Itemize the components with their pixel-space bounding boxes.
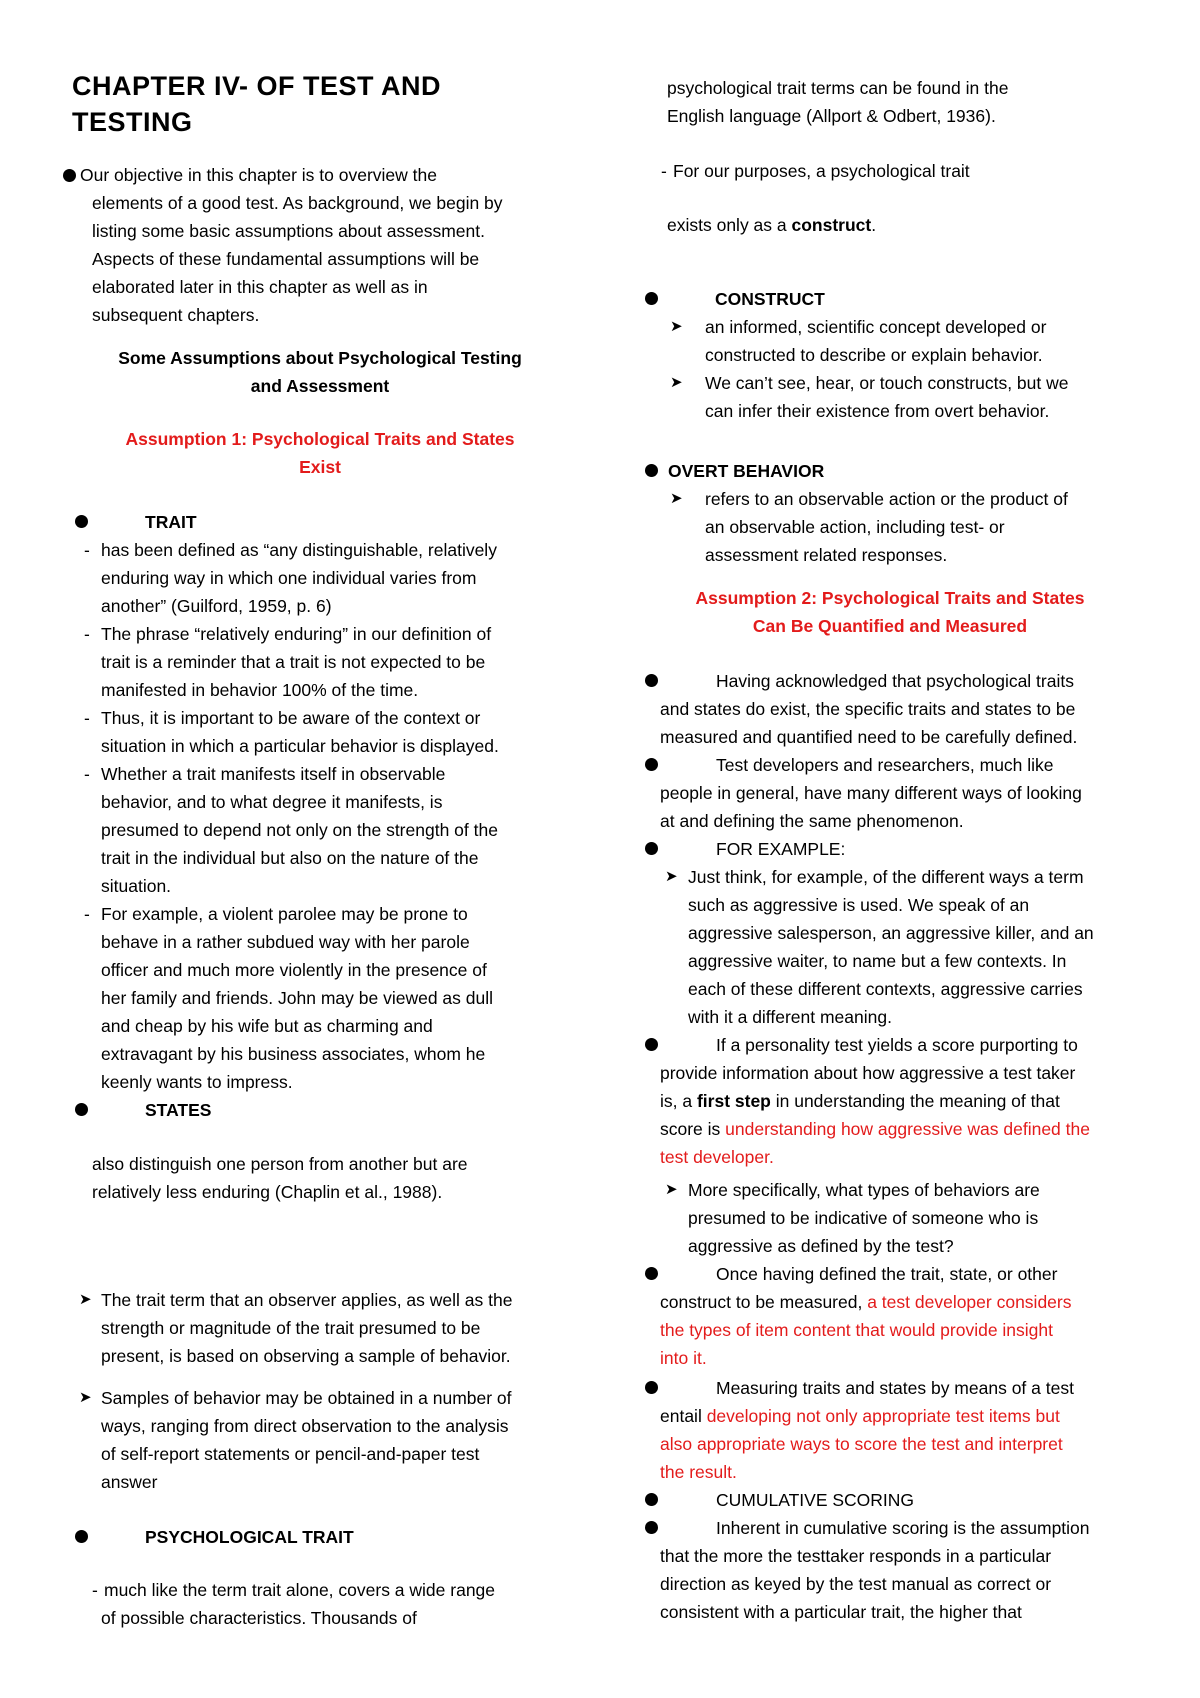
- bullet-icon: [63, 169, 76, 182]
- trait-line: officer and much more violently in the presence of: [101, 960, 487, 980]
- arrow-bullet-icon: ➤: [79, 1389, 92, 1406]
- cumulative-label: CUMULATIVE SCORING: [716, 1490, 915, 1510]
- paragraph-line: at and defining the same phenomenon.: [660, 811, 964, 831]
- overt-line: refers to an observable action or the product of: [705, 489, 1068, 509]
- construct-line: can infer their existence from overt behavior.: [705, 401, 1050, 421]
- bullet-icon: [75, 515, 88, 528]
- objective-line: subsequent chapters.: [92, 305, 260, 325]
- bullet-icon: [645, 1038, 658, 1051]
- arrow-bullet-icon: ➤: [79, 1291, 92, 1308]
- overt-behavior-label: OVERT BEHAVIOR: [668, 461, 825, 481]
- bullet-icon: [75, 1530, 88, 1543]
- trait-line: trait in the individual but also on the nature of the: [101, 848, 479, 868]
- bullet-icon: [645, 1521, 658, 1534]
- trait-line: and cheap by his wife but as charming and: [101, 1016, 433, 1036]
- paragraph-line: people in general, have many different ways of looking: [660, 783, 1082, 803]
- arrow-bullet-icon: ➤: [665, 868, 678, 885]
- construct-line: an informed, scientific concept developed or: [705, 317, 1047, 337]
- arrow-bullet-icon: ➤: [670, 374, 683, 391]
- trait-line: enduring way in which one individual varies from: [101, 568, 477, 588]
- example-line: Just think, for example, of the different ways a term: [688, 867, 1084, 887]
- trait-line: behavior, and to what degree it manifests, is: [101, 792, 443, 812]
- paragraph-line: that the more the testtaker responds in a particular: [660, 1546, 1052, 1566]
- trait-line: has been defined as “any distinguishable, relatively: [101, 540, 497, 560]
- example-line: with it a different meaning.: [688, 1007, 892, 1027]
- arrow-bullet-icon: ➤: [670, 318, 683, 335]
- continued-line: English language (Allport & Odbert, 1936).: [667, 106, 996, 126]
- example-line: aggressive salesperson, an aggressive killer, and an: [688, 923, 1094, 943]
- dash-marker: -: [661, 161, 667, 181]
- trait-line: manifested in behavior 100% of the time.: [101, 680, 419, 700]
- paragraph-line: also appropriate ways to score the test and interpret: [660, 1434, 1063, 1454]
- trait-line: behave in a rather subdued way with her parole: [101, 932, 470, 952]
- objective-line: Aspects of these fundamental assumptions will be: [92, 249, 480, 269]
- states-label: STATES: [145, 1100, 212, 1120]
- bullet-icon: [645, 1381, 658, 1394]
- observation-line: strength or magnitude of the trait presumed to be: [101, 1318, 481, 1338]
- trait-line: situation.: [101, 876, 172, 896]
- trait-line: trait is a reminder that a trait is not expected to be: [101, 652, 486, 672]
- objective-line: Our objective in this chapter is to overview the: [80, 165, 437, 185]
- bullet-icon: [645, 758, 658, 771]
- paragraph-line: Once having defined the trait, state, or other: [716, 1264, 1058, 1284]
- psych-line: of possible characteristics. Thousands of: [101, 1608, 417, 1628]
- samples-line: Samples of behavior may be obtained in a number of: [101, 1388, 512, 1408]
- psych-line: much like the term trait alone, covers a wide range: [104, 1580, 496, 1600]
- section-heading: Some Assumptions about Psychological Testing and Assessment: [118, 348, 522, 396]
- example-line: each of these different contexts, aggressive carries: [688, 979, 1083, 999]
- trait-line: The phrase “relatively enduring” in our definition of: [101, 624, 492, 644]
- chapter-title: CHAPTER IV- OF TEST AND TESTING: [72, 71, 442, 137]
- paragraph-line: entail developing not only appropriate test items but: [660, 1406, 1060, 1426]
- arrow-bullet-icon: ➤: [665, 1181, 678, 1198]
- construct-line: constructed to describe or explain behavior.: [705, 345, 1043, 365]
- dash-marker: -: [84, 540, 90, 560]
- trait-line: Whether a trait manifests itself in observable: [101, 764, 446, 784]
- dash-marker: -: [92, 1580, 98, 1600]
- objective-line: elaborated later in this chapter as well as in: [92, 277, 428, 297]
- assumption-2-heading: Assumption 2: Psychological Traits and States Can Be Quantified and Measured: [695, 588, 1085, 636]
- overt-line: assessment related responses.: [705, 545, 948, 565]
- states-line: also distinguish one person from another but are: [92, 1154, 468, 1174]
- paragraph-line: is, a first step in understanding the meaning of that: [660, 1091, 1060, 1111]
- trait-line: her family and friends. John may be viewed as dull: [101, 988, 494, 1008]
- paragraph-line: into it.: [660, 1348, 707, 1368]
- example-line: aggressive waiter, to name but a few contexts. In: [688, 951, 1067, 971]
- bullet-icon: [645, 1493, 658, 1506]
- paragraph-line: Test developers and researchers, much like: [716, 755, 1054, 775]
- specifically-line: More specifically, what types of behaviors are: [688, 1180, 1040, 1200]
- dash-marker: -: [84, 624, 90, 644]
- exists-line: exists only as a construct.: [667, 215, 877, 235]
- samples-line: answer: [101, 1472, 158, 1492]
- construct-line: We can’t see, hear, or touch constructs, but we: [705, 373, 1069, 393]
- trait-line: keenly wants to impress.: [101, 1072, 293, 1092]
- trait-line: For example, a violent parolee may be prone to: [101, 904, 468, 924]
- trait-line: situation in which a particular behavior is displayed.: [101, 736, 499, 756]
- paragraph-line: construct to be measured, a test developer considers: [660, 1292, 1072, 1312]
- paragraph-line: Measuring traits and states by means of a test: [716, 1378, 1074, 1398]
- trait-line: another” (Guilford, 1959, p. 6): [101, 596, 332, 616]
- samples-line: ways, ranging from direct observation to the analysis: [101, 1416, 509, 1436]
- bullet-icon: [645, 464, 658, 477]
- observation-line: present, is based on observing a sample of behavior.: [101, 1346, 511, 1366]
- trait-label: TRAIT: [145, 512, 197, 532]
- trait-line: extravagant by his business associates, whom he: [101, 1044, 486, 1064]
- bullet-icon: [645, 674, 658, 687]
- paragraph-line: If a personality test yields a score purporting to: [716, 1035, 1078, 1055]
- continued-line: psychological trait terms can be found in the: [667, 78, 1009, 98]
- paragraph-line: and states do exist, the specific traits and states to be: [660, 699, 1076, 719]
- arrow-bullet-icon: ➤: [670, 490, 683, 507]
- trait-line: presumed to depend not only on the strength of the: [101, 820, 498, 840]
- bullet-icon: [75, 1103, 88, 1116]
- specifically-line: aggressive as defined by the test?: [688, 1236, 954, 1256]
- observation-line: The trait term that an observer applies, as well as the: [101, 1290, 513, 1310]
- trait-line: Thus, it is important to be aware of the context or: [101, 708, 481, 728]
- dash-marker: -: [84, 708, 90, 728]
- paragraph-line: provide information about how aggressive a test taker: [660, 1063, 1076, 1083]
- paragraph-line: direction as keyed by the test manual as correct or: [660, 1574, 1052, 1594]
- states-line: relatively less enduring (Chaplin et al., 1988).: [92, 1182, 443, 1202]
- construct-label: CONSTRUCT: [715, 289, 825, 309]
- paragraph-line: measured and quantified need to be carefully defined.: [660, 727, 1078, 747]
- bullet-icon: [645, 1267, 658, 1280]
- example-line: such as aggressive is used. We speak of an: [688, 895, 1030, 915]
- bullet-icon: [645, 842, 658, 855]
- assumption-1-heading: Assumption 1: Psychological Traits and States Exist: [125, 429, 515, 477]
- paragraph-line: Inherent in cumulative scoring is the assumption: [716, 1518, 1090, 1538]
- objective-line: listing some basic assumptions about assessment.: [92, 221, 485, 241]
- paragraph-line: test developer.: [660, 1147, 774, 1167]
- samples-line: of self-report statements or pencil-and-paper test: [101, 1444, 480, 1464]
- purposes-line: For our purposes, a psychological trait: [673, 161, 970, 181]
- paragraph-line: score is understanding how aggressive was defined the: [660, 1119, 1090, 1139]
- dash-marker: -: [84, 904, 90, 924]
- bullet-icon: [645, 292, 658, 305]
- specifically-line: presumed to be indicative of someone who is: [688, 1208, 1039, 1228]
- overt-line: an observable action, including test- or: [705, 517, 1005, 537]
- dash-marker: -: [84, 764, 90, 784]
- example-label: FOR EXAMPLE:: [716, 839, 846, 859]
- paragraph-line: the types of item content that would provide insight: [660, 1320, 1054, 1340]
- paragraph-line: the result.: [660, 1462, 737, 1482]
- psychological-trait-label: PSYCHOLOGICAL TRAIT: [145, 1527, 354, 1547]
- objective-line: elements of a good test. As background, we begin by: [92, 193, 503, 213]
- paragraph-line: consistent with a particular trait, the higher that: [660, 1602, 1022, 1622]
- paragraph-line: Having acknowledged that psychological traits: [716, 671, 1074, 691]
